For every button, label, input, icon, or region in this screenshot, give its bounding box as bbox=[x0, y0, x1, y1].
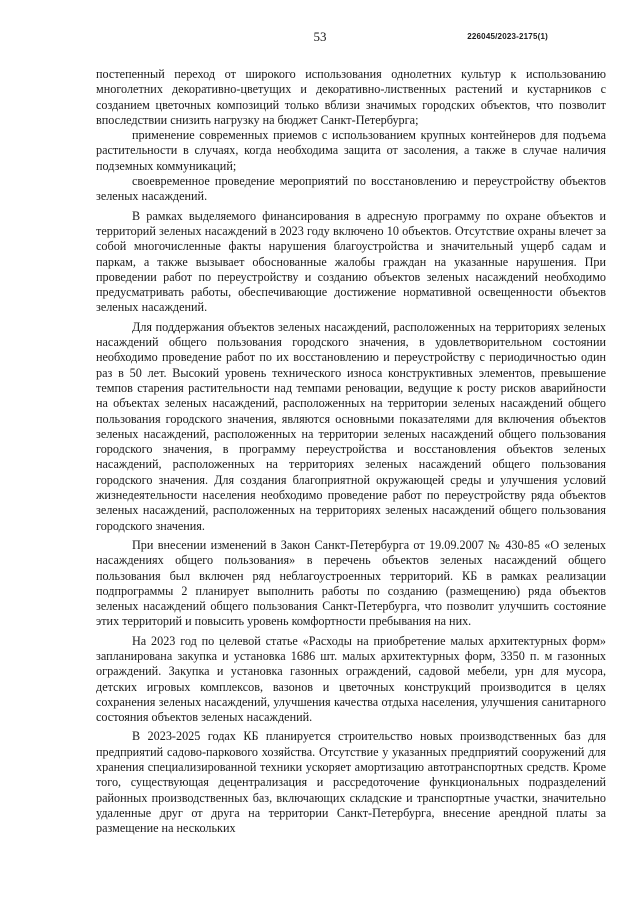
paragraph: На 2023 год по целевой статье «Расходы на приобретение малых архитектурных форм» запланирована закупка и установка 1686 шт. малых архитектурных форм, 3350 п. м газонных ограждений. Закупка и установка газонных ограждений, садовой мебели, урн для мусора, детских игровых комплексов, вазонов и цветочных конструкций производится в целях сохранения зеленых насаждений, улучшения качества отдыха населения, улучшения санитарного состояния объектов зеленых насаждений. bbox=[96, 633, 606, 725]
paragraph: При внесении изменений в Закон Санкт-Петербурга от 19.09.2007 № 430-85 «О зеленых насаждениях общего пользования» в перечень объектов зеленых насаждений общего пользования был включен ряд неблагоустроенных территорий. КБ в рамках реализации подпрограммы 2 планирует выполнить работы по созданию (размещению) ряда объектов зеленых насаждений общего пользования Санкт-Петербурга, что позволит улучшить состояние этих территорий и повысить уровень комфортности пребывания на них. bbox=[96, 537, 606, 629]
paragraph: Для поддержания объектов зеленых насаждений, расположенных на территориях зеленых насаждений общего пользования городского значения, в удовлетворительном состоянии необходимо проведение работ по их восстановлению и переустройству с периодичностью один раз в 50 лет. Высокий уровень технического износа конструктивных элементов, превышение темпов старения растительности над темпами реновации, ведущие к росту рисков аварийности на объектах зеленых насаждений, расположенных на территории зеленых насаждений общего пользования городского значения, являются основными показателями для включения объектов зеленых насаждений, расположенных на территории зеленых насаждений общего пользования городского значения, в программу переустройства и восстановления объектов зеленых насаждений, расположенных на территориях зеленых насаждений общего пользования городского значения. Для создания благоприятной окружающей среды и улучшения условий жизнедеятельности населения необходимо проведение работ по переустройству ряда объектов зеленых насаждений, расположенных на территориях зеленых насаждений общего пользования городского значения. bbox=[96, 319, 606, 533]
paragraph: постепенный переход от широкого использования однолетних культур к использованию многолетних декоративно-цветущих и декоративно-лиственных растений и кустарников с созданием цветочных композиций только вблизи значимых городских объектов, что позволит впоследствии снизить нагрузку на бюджет Санкт-Петербурга; bbox=[96, 67, 606, 127]
document-registration-code: 226045/2023-2175(1) bbox=[467, 32, 548, 41]
paragraph: В рамках выделяемого финансирования в адресную программу по охране объектов и территорий зеленых насаждений в 2023 году включено 10 объектов. Отсутствие охраны влечет за собой многочисленные факты нарушения благоустройства и значительный ущерб садам и паркам, а также вызывает обоснованные жалобы граждан на указанные нарушения. При проведении работ по переустройству и созданию объектов зеленых насаждений необходимо предусматривать работы, обеспечивающие достижение нормативной освещенности объектов зеленых насаждений. bbox=[96, 208, 606, 315]
page-number: 53 bbox=[313, 29, 327, 44]
paragraph: своевременное проведение мероприятий по восстановлению и переустройству объектов зеленых насаждений. bbox=[96, 174, 606, 204]
document-body bbox=[96, 67, 606, 837]
paragraph: применение современных приемов с использованием крупных контейнеров для подъема растительности в случаях, когда необходима защита от засоления, а также в случае наличия подземных коммуникаций; bbox=[96, 128, 606, 173]
paragraph: В 2023-2025 годах КБ планируется строительство новых производственных баз для предприятий садово-паркового хозяйства. Отсутствие у указанных предприятий сооружений для хранения специализированной техники ускоряет амортизацию автотранспортных средств. Кроме того, существующая децентрализация и рассредоточение функциональных подразделений районных производственных баз, включающих складские и транспортные участки, значительно удаленные друг от друга на территории Санкт-Петербурга, внесение арендной платы за размещение на нескольких bbox=[96, 729, 606, 836]
